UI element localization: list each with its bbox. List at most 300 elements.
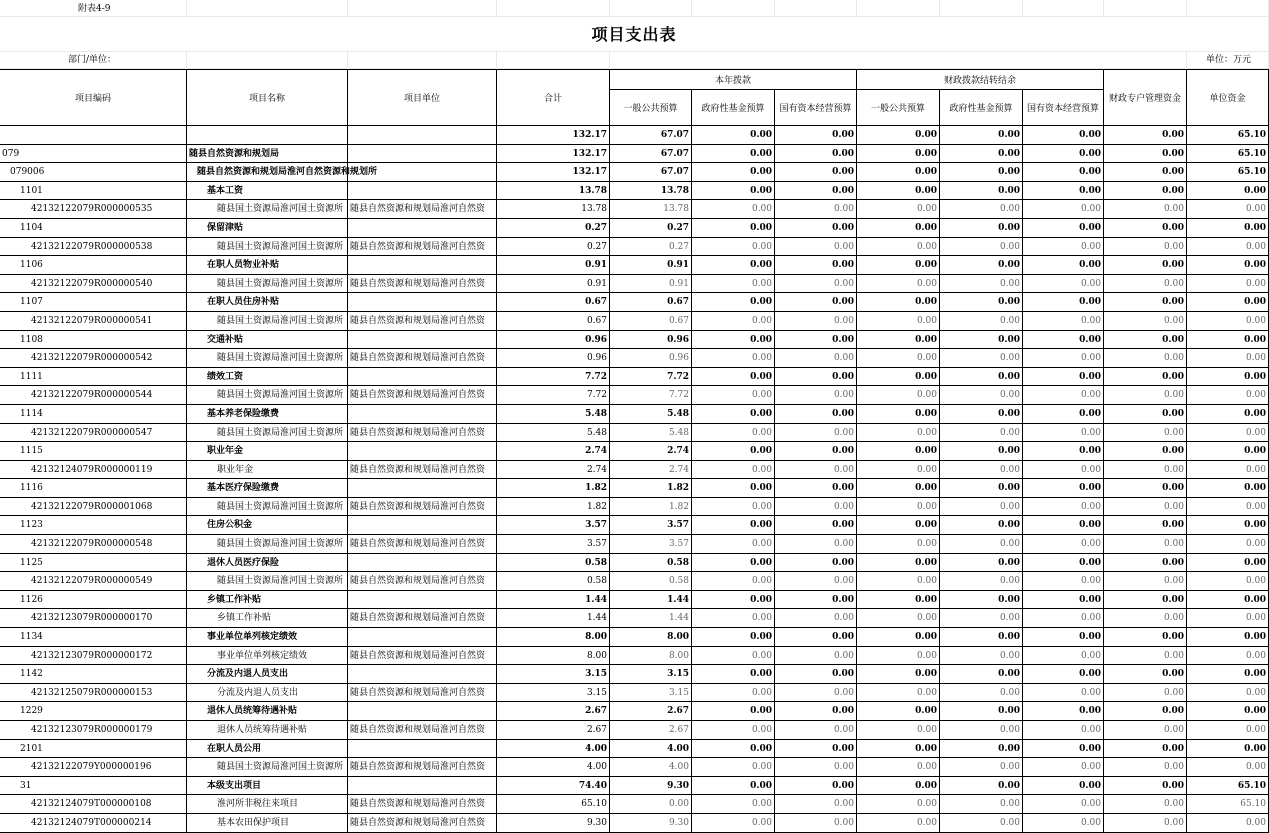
amount-cell[interactable]: 0.00	[1104, 647, 1187, 666]
amount-cell[interactable]: 0.00	[857, 647, 940, 666]
project-code-cell[interactable]: 31	[0, 777, 187, 796]
amount-cell[interactable]: 0.00	[1104, 740, 1187, 759]
amount-cell[interactable]: 0.00	[857, 609, 940, 628]
amount-cell[interactable]: 13.78	[497, 182, 610, 201]
header-state-capital[interactable]: 国有资本经营预算	[775, 90, 857, 126]
amount-cell[interactable]: 0.00	[1187, 405, 1269, 424]
project-name-cell[interactable]: 随县国土资源局淮河国土资源所	[187, 572, 348, 591]
project-unit-cell[interactable]	[348, 126, 497, 145]
amount-cell[interactable]: 3.15	[610, 665, 692, 684]
amount-cell[interactable]: 0.00	[1187, 516, 1269, 535]
project-code-cell[interactable]: 42132122079R000001068	[0, 498, 187, 517]
amount-cell[interactable]: 0.00	[1023, 200, 1104, 219]
amount-cell[interactable]: 0.00	[692, 498, 775, 517]
amount-cell[interactable]: 0.00	[692, 628, 775, 647]
project-unit-cell[interactable]	[348, 702, 497, 721]
amount-cell[interactable]: 0.00	[940, 182, 1023, 201]
empty-cell[interactable]	[348, 52, 497, 69]
project-unit-cell[interactable]: 随县自然资源和规划局淮河自然资	[348, 758, 497, 777]
amount-cell[interactable]: 0.00	[1104, 665, 1187, 684]
amount-cell[interactable]: 3.15	[610, 684, 692, 703]
amount-cell[interactable]: 0.00	[857, 554, 940, 573]
amount-cell[interactable]: 0.00	[775, 126, 857, 145]
amount-cell[interactable]: 0.00	[940, 628, 1023, 647]
empty-cell[interactable]	[497, 52, 610, 69]
project-code-cell[interactable]: 1142	[0, 665, 187, 684]
amount-cell[interactable]: 0.00	[1104, 275, 1187, 294]
amount-cell[interactable]: 0.00	[692, 256, 775, 275]
amount-cell[interactable]: 0.00	[1023, 238, 1104, 257]
project-code-cell[interactable]: 1126	[0, 591, 187, 610]
amount-cell[interactable]: 0.00	[1104, 461, 1187, 480]
amount-cell[interactable]: 0.00	[1104, 684, 1187, 703]
header-carry-state-capital[interactable]: 国有资本经营预算	[1023, 90, 1104, 126]
amount-cell[interactable]: 0.00	[1187, 535, 1269, 554]
amount-cell[interactable]: 0.00	[940, 647, 1023, 666]
project-name-cell[interactable]: 随县国土资源局淮河国土资源所	[187, 238, 348, 257]
amount-cell[interactable]: 132.17	[497, 145, 610, 164]
amount-cell[interactable]: 0.27	[610, 219, 692, 238]
amount-cell[interactable]: 0.00	[775, 665, 857, 684]
project-name-cell[interactable]: 绩效工资	[187, 368, 348, 387]
amount-cell[interactable]: 0.00	[775, 182, 857, 201]
amount-cell[interactable]: 0.00	[940, 814, 1023, 833]
amount-cell[interactable]: 0.00	[857, 312, 940, 331]
amount-cell[interactable]: 13.78	[610, 182, 692, 201]
amount-cell[interactable]: 4.00	[497, 758, 610, 777]
project-unit-cell[interactable]: 随县自然资源和规划局淮河自然资	[348, 795, 497, 814]
amount-cell[interactable]: 0.00	[940, 442, 1023, 461]
empty-cell[interactable]	[610, 0, 692, 17]
amount-cell[interactable]: 0.00	[940, 479, 1023, 498]
project-unit-cell[interactable]	[348, 479, 497, 498]
amount-cell[interactable]: 0.00	[775, 814, 857, 833]
amount-cell[interactable]: 0.67	[497, 312, 610, 331]
amount-cell[interactable]: 0.00	[857, 479, 940, 498]
project-code-cell[interactable]: 42132122079R000000548	[0, 535, 187, 554]
amount-cell[interactable]: 0.00	[692, 609, 775, 628]
amount-cell[interactable]: 0.00	[775, 312, 857, 331]
amount-cell[interactable]: 13.78	[497, 200, 610, 219]
amount-cell[interactable]: 0.00	[857, 535, 940, 554]
dept-label[interactable]: 部门/单位：	[0, 52, 187, 69]
amount-cell[interactable]: 0.00	[1104, 777, 1187, 796]
amount-cell[interactable]: 74.40	[497, 777, 610, 796]
amount-cell[interactable]: 0.00	[1104, 702, 1187, 721]
amount-cell[interactable]: 7.72	[497, 386, 610, 405]
project-name-cell[interactable]: 在职人员物业补贴	[187, 256, 348, 275]
amount-cell[interactable]: 0.00	[775, 647, 857, 666]
amount-cell[interactable]: 1.82	[610, 498, 692, 517]
project-code-cell[interactable]: 1107	[0, 293, 187, 312]
project-name-cell[interactable]: 退休人员医疗保险	[187, 554, 348, 573]
project-name-cell[interactable]: 基本工资	[187, 182, 348, 201]
amount-cell[interactable]: 0.00	[1104, 442, 1187, 461]
amount-cell[interactable]: 0.00	[775, 200, 857, 219]
amount-cell[interactable]: 0.00	[775, 516, 857, 535]
amount-cell[interactable]: 0.00	[940, 256, 1023, 275]
amount-cell[interactable]: 0.00	[1187, 498, 1269, 517]
amount-cell[interactable]: 0.00	[1104, 163, 1187, 182]
amount-cell[interactable]: 0.00	[692, 312, 775, 331]
project-unit-cell[interactable]	[348, 442, 497, 461]
amount-cell[interactable]: 0.00	[1104, 405, 1187, 424]
amount-cell[interactable]: 0.00	[940, 572, 1023, 591]
project-unit-cell[interactable]: 随县自然资源和规划局淮河自然资	[348, 461, 497, 480]
amount-cell[interactable]: 0.00	[857, 684, 940, 703]
amount-cell[interactable]: 0.00	[940, 219, 1023, 238]
project-unit-cell[interactable]: 随县自然资源和规划局淮河自然资	[348, 647, 497, 666]
amount-cell[interactable]: 0.00	[940, 293, 1023, 312]
amount-cell[interactable]: 0.00	[692, 163, 775, 182]
amount-cell[interactable]: 0.00	[775, 275, 857, 294]
project-unit-cell[interactable]	[348, 293, 497, 312]
amount-cell[interactable]: 0.00	[1187, 591, 1269, 610]
amount-cell[interactable]: 67.07	[610, 163, 692, 182]
project-name-cell[interactable]: 随县国土资源局淮河国土资源所	[187, 349, 348, 368]
amount-cell[interactable]: 0.00	[1023, 256, 1104, 275]
project-code-cell[interactable]: 1111	[0, 368, 187, 387]
amount-cell[interactable]: 0.00	[692, 665, 775, 684]
amount-cell[interactable]: 0.00	[940, 200, 1023, 219]
amount-cell[interactable]: 0.67	[497, 293, 610, 312]
project-name-cell[interactable]: 分流及内退人员支出	[187, 665, 348, 684]
amount-cell[interactable]: 0.96	[497, 331, 610, 350]
amount-cell[interactable]: 0.00	[692, 331, 775, 350]
amount-cell[interactable]: 0.00	[692, 554, 775, 573]
page-title[interactable]: 项目支出表	[0, 17, 1269, 52]
project-unit-cell[interactable]: 随县自然资源和规划局淮河自然资	[348, 238, 497, 257]
amount-cell[interactable]: 9.30	[610, 777, 692, 796]
amount-cell[interactable]: 2.74	[610, 461, 692, 480]
amount-cell[interactable]: 2.67	[610, 702, 692, 721]
amount-cell[interactable]: 0.00	[692, 461, 775, 480]
amount-cell[interactable]: 0.00	[1187, 572, 1269, 591]
project-name-cell[interactable]: 分流及内退人员支出	[187, 684, 348, 703]
amount-cell[interactable]: 0.00	[1023, 405, 1104, 424]
amount-cell[interactable]: 0.00	[692, 572, 775, 591]
amount-cell[interactable]: 2.74	[497, 442, 610, 461]
project-name-cell[interactable]: 保留津贴	[187, 219, 348, 238]
amount-cell[interactable]: 0.00	[1104, 721, 1187, 740]
amount-cell[interactable]: 0.00	[692, 126, 775, 145]
amount-cell[interactable]: 0.00	[775, 740, 857, 759]
amount-cell[interactable]: 0.00	[1023, 461, 1104, 480]
amount-cell[interactable]: 0.00	[1104, 609, 1187, 628]
header-code[interactable]: 项目编码	[0, 70, 187, 126]
amount-cell[interactable]: 0.00	[775, 609, 857, 628]
amount-cell[interactable]: 0.00	[692, 368, 775, 387]
amount-cell[interactable]: 0.00	[1023, 628, 1104, 647]
amount-cell[interactable]: 7.72	[610, 386, 692, 405]
amount-cell[interactable]: 0.00	[857, 368, 940, 387]
project-unit-cell[interactable]: 随县自然资源和规划局淮河自然资	[348, 684, 497, 703]
amount-cell[interactable]: 0.00	[940, 126, 1023, 145]
header-group-carryover[interactable]: 财政拨款结转结余	[857, 70, 1104, 90]
project-unit-cell[interactable]	[348, 740, 497, 759]
project-name-cell[interactable]: 本级支出项目	[187, 777, 348, 796]
project-unit-cell[interactable]	[348, 331, 497, 350]
amount-cell[interactable]: 0.00	[857, 591, 940, 610]
amount-cell[interactable]: 0.00	[940, 554, 1023, 573]
amount-cell[interactable]: 0.00	[692, 535, 775, 554]
amount-cell[interactable]: 0.00	[692, 442, 775, 461]
amount-cell[interactable]: 5.48	[610, 405, 692, 424]
amount-cell[interactable]: 0.00	[775, 591, 857, 610]
amount-cell[interactable]: 0.00	[1104, 516, 1187, 535]
amount-cell[interactable]: 0.58	[610, 554, 692, 573]
amount-cell[interactable]: 7.72	[497, 368, 610, 387]
amount-cell[interactable]: 0.00	[857, 758, 940, 777]
amount-cell[interactable]: 3.15	[497, 665, 610, 684]
amount-cell[interactable]: 13.78	[610, 200, 692, 219]
empty-cell[interactable]	[187, 0, 348, 17]
amount-cell[interactable]: 2.74	[497, 461, 610, 480]
amount-cell[interactable]: 0.00	[1104, 256, 1187, 275]
project-name-cell[interactable]: 随县国土资源局淮河国土资源所	[187, 758, 348, 777]
amount-cell[interactable]: 65.10	[1187, 145, 1269, 164]
amount-cell[interactable]: 4.00	[610, 740, 692, 759]
amount-cell[interactable]: 0.00	[940, 591, 1023, 610]
project-name-cell[interactable]: 基本医疗保险缴费	[187, 479, 348, 498]
project-name-cell[interactable]: 随县国土资源局淮河国土资源所	[187, 424, 348, 443]
amount-cell[interactable]: 0.00	[1104, 814, 1187, 833]
amount-cell[interactable]: 8.00	[497, 628, 610, 647]
amount-cell[interactable]: 0.00	[940, 777, 1023, 796]
project-unit-cell[interactable]: 随县自然资源和规划局淮河自然资	[348, 498, 497, 517]
amount-cell[interactable]: 0.00	[692, 795, 775, 814]
amount-cell[interactable]: 0.00	[857, 665, 940, 684]
amount-cell[interactable]: 0.00	[1187, 721, 1269, 740]
project-code-cell[interactable]: 42132122079R000000547	[0, 424, 187, 443]
amount-cell[interactable]: 0.00	[1023, 721, 1104, 740]
amount-cell[interactable]: 5.48	[497, 405, 610, 424]
project-unit-cell[interactable]	[348, 219, 497, 238]
header-name[interactable]: 项目名称	[187, 70, 348, 126]
project-unit-cell[interactable]	[348, 405, 497, 424]
amount-cell[interactable]: 0.00	[1023, 740, 1104, 759]
amount-cell[interactable]: 0.00	[1023, 275, 1104, 294]
amount-cell[interactable]: 0.00	[692, 591, 775, 610]
amount-cell[interactable]: 0.00	[857, 516, 940, 535]
amount-cell[interactable]: 0.00	[692, 721, 775, 740]
amount-cell[interactable]: 2.67	[610, 721, 692, 740]
project-unit-cell[interactable]: 随县自然资源和规划局淮河自然资	[348, 386, 497, 405]
amount-cell[interactable]: 0.00	[1023, 758, 1104, 777]
amount-cell[interactable]: 0.00	[857, 256, 940, 275]
project-code-cell[interactable]	[0, 126, 187, 145]
amount-cell[interactable]: 0.00	[692, 516, 775, 535]
amount-cell[interactable]: 0.00	[1187, 442, 1269, 461]
empty-cell[interactable]	[775, 0, 857, 17]
project-name-cell[interactable]: 在职人员公用	[187, 740, 348, 759]
amount-cell[interactable]: 0.00	[775, 795, 857, 814]
amount-cell[interactable]: 0.00	[857, 331, 940, 350]
project-name-cell[interactable]: 乡镇工作补贴	[187, 591, 348, 610]
amount-cell[interactable]: 5.48	[610, 424, 692, 443]
amount-cell[interactable]: 0.00	[1187, 461, 1269, 480]
amount-cell[interactable]: 0.00	[1023, 665, 1104, 684]
amount-cell[interactable]: 2.67	[497, 702, 610, 721]
amount-cell[interactable]: 1.44	[497, 609, 610, 628]
amount-cell[interactable]: 0.00	[1023, 498, 1104, 517]
amount-cell[interactable]: 0.00	[1104, 479, 1187, 498]
amount-cell[interactable]: 0.00	[692, 647, 775, 666]
amount-cell[interactable]: 0.00	[940, 516, 1023, 535]
amount-cell[interactable]: 0.00	[775, 163, 857, 182]
amount-cell[interactable]: 1.82	[497, 498, 610, 517]
project-code-cell[interactable]: 42132125079R000000153	[0, 684, 187, 703]
project-code-cell[interactable]: 1123	[0, 516, 187, 535]
amount-cell[interactable]: 0.00	[692, 684, 775, 703]
project-unit-cell[interactable]	[348, 516, 497, 535]
amount-cell[interactable]: 0.00	[940, 535, 1023, 554]
project-name-cell[interactable]: 基本养老保险缴费	[187, 405, 348, 424]
amount-cell[interactable]: 9.30	[610, 814, 692, 833]
amount-cell[interactable]: 0.00	[692, 145, 775, 164]
project-name-cell[interactable]: 退休人员统筹待遇补贴	[187, 702, 348, 721]
amount-cell[interactable]: 0.00	[1187, 424, 1269, 443]
amount-cell[interactable]: 67.07	[610, 145, 692, 164]
amount-cell[interactable]: 8.00	[610, 628, 692, 647]
amount-cell[interactable]: 0.00	[692, 479, 775, 498]
amount-cell[interactable]: 0.00	[1104, 498, 1187, 517]
header-special-account[interactable]: 财政专户管理资金	[1104, 70, 1187, 126]
amount-cell[interactable]: 0.00	[692, 349, 775, 368]
project-code-cell[interactable]: 42132122079R000000540	[0, 275, 187, 294]
amount-cell[interactable]: 0.00	[1023, 535, 1104, 554]
amount-cell[interactable]: 0.00	[940, 238, 1023, 257]
amount-cell[interactable]: 0.00	[1104, 795, 1187, 814]
amount-cell[interactable]: 0.00	[1104, 758, 1187, 777]
amount-cell[interactable]: 0.00	[857, 200, 940, 219]
project-code-cell[interactable]: 1134	[0, 628, 187, 647]
project-name-cell[interactable]: 随县自然资源和规划局淮河自然资源和规划所	[187, 163, 348, 182]
amount-cell[interactable]: 1.82	[497, 479, 610, 498]
project-code-cell[interactable]: 42132122079R000000541	[0, 312, 187, 331]
amount-cell[interactable]: 0.00	[775, 777, 857, 796]
amount-cell[interactable]: 0.00	[940, 721, 1023, 740]
amount-cell[interactable]: 0.00	[1104, 200, 1187, 219]
project-code-cell[interactable]: 1229	[0, 702, 187, 721]
amount-cell[interactable]: 0.00	[1023, 145, 1104, 164]
amount-cell[interactable]: 132.17	[497, 163, 610, 182]
amount-cell[interactable]: 0.00	[857, 386, 940, 405]
amount-cell[interactable]: 0.00	[775, 293, 857, 312]
amount-cell[interactable]: 65.10	[1187, 163, 1269, 182]
project-unit-cell[interactable]: 随县自然资源和规划局淮河自然资	[348, 721, 497, 740]
amount-cell[interactable]: 0.00	[692, 293, 775, 312]
amount-cell[interactable]: 3.57	[497, 516, 610, 535]
amount-cell[interactable]: 7.72	[610, 368, 692, 387]
amount-cell[interactable]: 0.00	[857, 572, 940, 591]
amount-cell[interactable]: 0.91	[497, 275, 610, 294]
amount-cell[interactable]: 0.00	[1023, 554, 1104, 573]
project-name-cell[interactable]: 随县国土资源局淮河国土资源所	[187, 498, 348, 517]
amount-cell[interactable]: 0.00	[775, 721, 857, 740]
header-carry-gov-fund[interactable]: 政府性基金预算	[940, 90, 1023, 126]
amount-cell[interactable]: 4.00	[497, 740, 610, 759]
project-unit-cell[interactable]	[348, 182, 497, 201]
amount-cell[interactable]: 0.00	[775, 145, 857, 164]
project-unit-cell[interactable]: 随县自然资源和规划局淮河自然资	[348, 349, 497, 368]
amount-cell[interactable]: 0.67	[610, 293, 692, 312]
amount-cell[interactable]: 0.00	[775, 572, 857, 591]
amount-cell[interactable]: 0.58	[497, 554, 610, 573]
amount-cell[interactable]: 0.00	[857, 219, 940, 238]
amount-cell[interactable]: 0.00	[857, 424, 940, 443]
project-name-cell[interactable]: 职业年金	[187, 461, 348, 480]
amount-cell[interactable]: 0.00	[1023, 424, 1104, 443]
amount-cell[interactable]: 0.00	[1023, 293, 1104, 312]
project-code-cell[interactable]: 42132122079Y000000196	[0, 758, 187, 777]
amount-cell[interactable]: 0.00	[1187, 349, 1269, 368]
project-unit-cell[interactable]	[348, 368, 497, 387]
amount-cell[interactable]: 0.00	[775, 554, 857, 573]
project-name-cell[interactable]: 事业单位单列核定绩效	[187, 628, 348, 647]
amount-cell[interactable]: 0.00	[692, 777, 775, 796]
amount-cell[interactable]: 65.10	[1187, 126, 1269, 145]
amount-cell[interactable]: 0.00	[1187, 386, 1269, 405]
amount-cell[interactable]: 0.00	[1023, 591, 1104, 610]
amount-cell[interactable]: 65.10	[497, 795, 610, 814]
project-name-cell[interactable]: 基本农田保护项目	[187, 814, 348, 833]
header-gov-fund[interactable]: 政府性基金预算	[692, 90, 775, 126]
amount-cell[interactable]: 0.00	[775, 331, 857, 350]
amount-cell[interactable]: 0.00	[1187, 609, 1269, 628]
amount-cell[interactable]: 132.17	[497, 126, 610, 145]
project-name-cell[interactable]: 随县自然资源和规划局	[187, 145, 348, 164]
amount-cell[interactable]: 0.00	[1187, 368, 1269, 387]
amount-cell[interactable]: 0.00	[857, 795, 940, 814]
amount-cell[interactable]: 0.00	[1187, 331, 1269, 350]
empty-cell[interactable]	[857, 0, 940, 17]
amount-cell[interactable]: 0.27	[610, 238, 692, 257]
amount-cell[interactable]: 3.15	[497, 684, 610, 703]
amount-cell[interactable]: 0.00	[857, 126, 940, 145]
amount-cell[interactable]: 0.00	[610, 795, 692, 814]
amount-cell[interactable]: 0.00	[1187, 238, 1269, 257]
project-code-cell[interactable]: 1114	[0, 405, 187, 424]
amount-cell[interactable]: 0.00	[775, 256, 857, 275]
amount-cell[interactable]: 0.00	[775, 349, 857, 368]
amount-cell[interactable]: 0.00	[1187, 200, 1269, 219]
sheet-label[interactable]: 附表4-9	[0, 0, 187, 17]
amount-cell[interactable]: 0.00	[1187, 684, 1269, 703]
amount-cell[interactable]: 0.00	[692, 424, 775, 443]
amount-cell[interactable]: 0.00	[692, 219, 775, 238]
project-name-cell[interactable]: 事业单位单列核定绩效	[187, 647, 348, 666]
amount-cell[interactable]: 0.00	[940, 349, 1023, 368]
amount-cell[interactable]: 0.00	[857, 814, 940, 833]
amount-cell[interactable]: 0.00	[1023, 126, 1104, 145]
project-code-cell[interactable]: 1116	[0, 479, 187, 498]
project-code-cell[interactable]: 42132122079R000000538	[0, 238, 187, 257]
amount-cell[interactable]: 0.00	[857, 461, 940, 480]
amount-cell[interactable]: 0.00	[857, 702, 940, 721]
project-code-cell[interactable]: 079006	[0, 163, 187, 182]
amount-cell[interactable]: 0.91	[610, 256, 692, 275]
amount-cell[interactable]: 0.00	[940, 795, 1023, 814]
amount-cell[interactable]: 9.30	[497, 814, 610, 833]
project-unit-cell[interactable]: 随县自然资源和规划局淮河自然资	[348, 572, 497, 591]
header-general[interactable]: 一般公共预算	[610, 90, 692, 126]
amount-cell[interactable]: 0.00	[775, 684, 857, 703]
amount-cell[interactable]: 1.82	[610, 479, 692, 498]
project-unit-cell[interactable]	[348, 554, 497, 573]
amount-cell[interactable]: 0.00	[775, 498, 857, 517]
project-code-cell[interactable]: 1125	[0, 554, 187, 573]
